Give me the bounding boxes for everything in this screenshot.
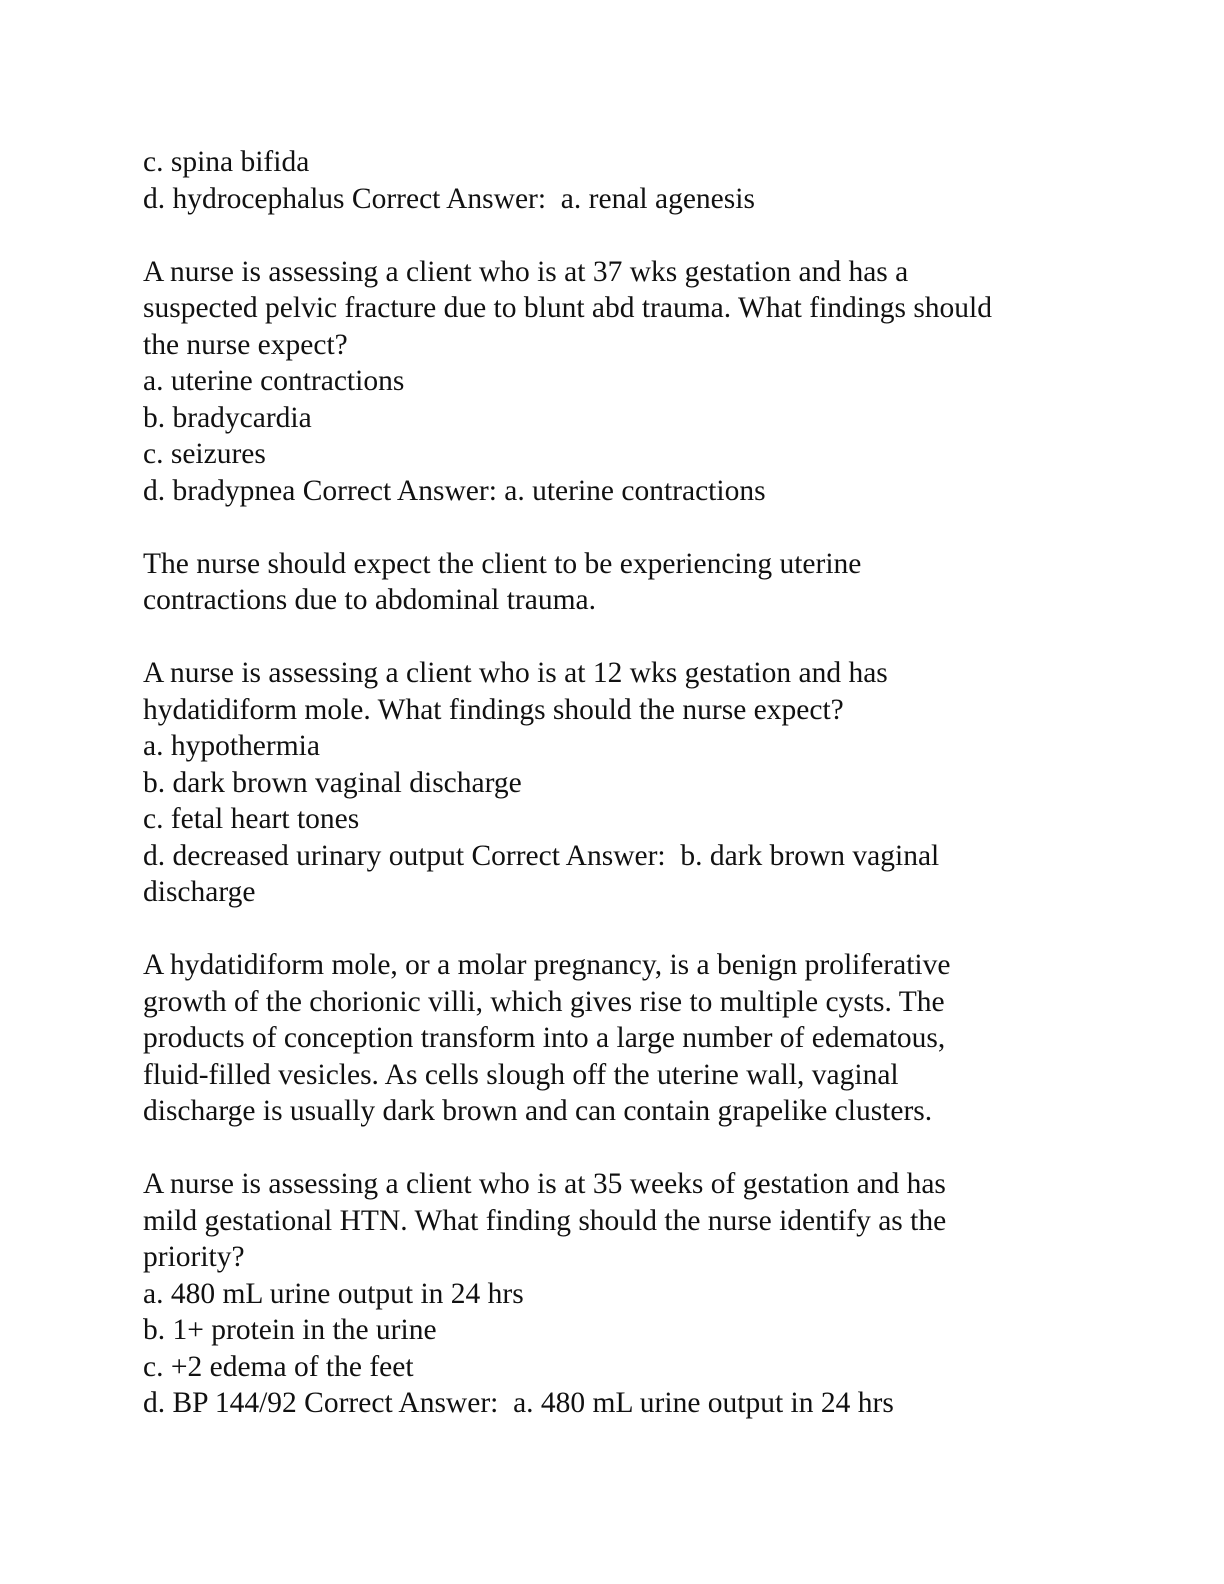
paragraph	[143, 144, 1143, 217]
text-line: A nurse is assessing a client who is at 35 weeks of gestation and has	[143, 1168, 946, 1200]
text-line: fluid-filled vesicles. As cells slough off the uterine wall, vaginal	[143, 1058, 899, 1091]
text-line: A nurse is assessing a client who is at 37 wks gestation and has a	[143, 255, 909, 288]
text-line: c. seizures	[143, 438, 266, 470]
text-line: The nurse should expect the client to be experiencing uterine	[143, 547, 862, 580]
text-line: mild gestational HTN. What finding should the nurse identify as the	[143, 1204, 947, 1237]
text-line: a. 480 mL urine output in 24 hrs	[143, 1277, 524, 1310]
text-line: products of conception transform into a large number of edematous,	[143, 1022, 946, 1054]
text-line: A hydatidiform mole, or a molar pregnancy, is a benign proliferative	[143, 949, 951, 981]
paragraph	[143, 546, 1143, 619]
text-line: a. uterine contractions	[143, 365, 405, 397]
text-line: c. +2 edema of the feet	[143, 1350, 414, 1383]
text-line: d. bradypnea Correct Answer: a. uterine contractions	[143, 474, 766, 507]
text-line: d. BP 144/92 Correct Answer: a. 480 mL urine output in 24 hrs	[143, 1387, 894, 1419]
text-line: discharge is usually dark brown and can contain grapelike clusters.	[143, 1095, 933, 1127]
text-line: discharge	[143, 876, 256, 908]
text-line: suspected pelvic fracture due to blunt abd trauma. What findings should	[143, 292, 992, 324]
text-line: c. spina bifida	[143, 146, 310, 178]
text-line: contractions due to abdominal trauma.	[143, 584, 597, 616]
text-line: the nurse expect?	[143, 328, 348, 361]
paragraph	[143, 947, 1143, 1130]
paragraph	[143, 655, 1143, 911]
text-line: d. decreased urinary output Correct Answer: b. dark brown vaginal	[143, 839, 940, 872]
document-page	[143, 144, 1143, 1458]
text-line: A nurse is assessing a client who is at 12 wks gestation and has	[143, 657, 888, 689]
text-line: b. bradycardia	[143, 401, 312, 434]
text-line: c. fetal heart tones	[143, 803, 360, 835]
text-line: hydatidiform mole. What findings should the nurse expect?	[143, 693, 844, 726]
text-line: d. hydrocephalus Correct Answer: a. renal agenesis	[143, 182, 755, 215]
text-line: b. dark brown vaginal discharge	[143, 766, 522, 799]
text-line: growth of the chorionic villi, which gives rise to multiple cysts. The	[143, 985, 945, 1018]
paragraph	[143, 254, 1143, 510]
paragraph	[143, 1166, 1143, 1422]
text-line: priority?	[143, 1241, 245, 1273]
text-line: a. hypothermia	[143, 730, 320, 762]
text-line: b. 1+ protein in the urine	[143, 1314, 437, 1346]
